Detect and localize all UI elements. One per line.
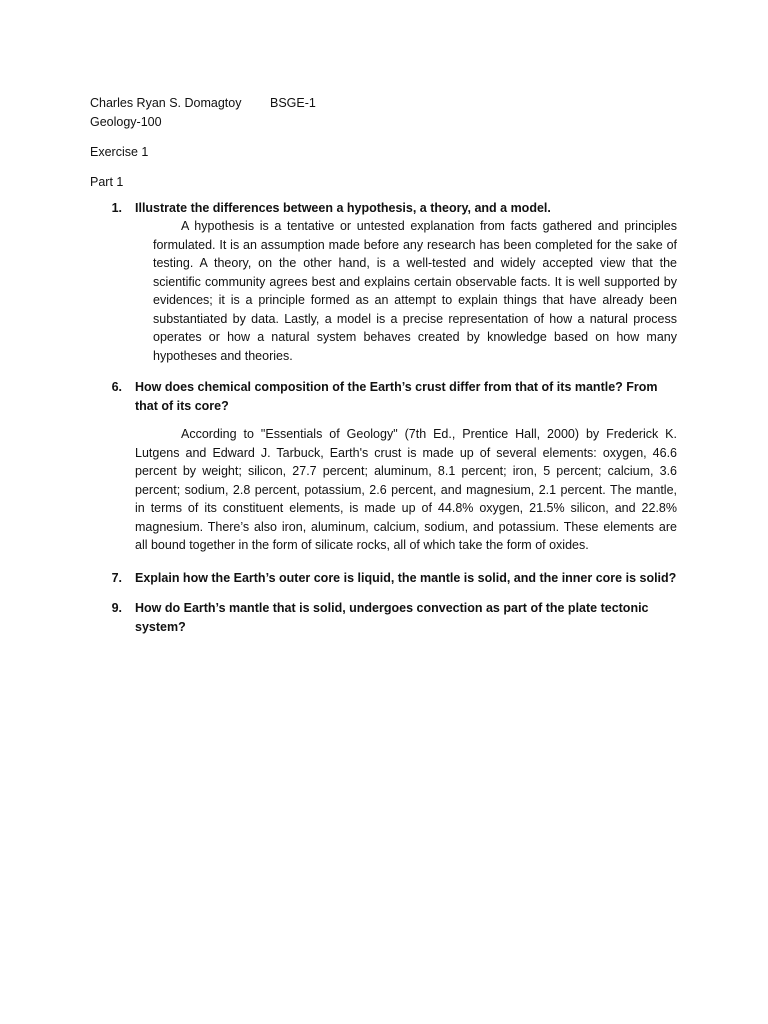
course-title: Geology-100 [90, 115, 162, 129]
question-6-answer: According to "Essentials of Geology" (7th Ed., Prentice Hall, 2000) by Frederick K. Lutgens and Edward J. Tarbuck, Earth's crust is made up of several elements: oxygen, 46.6 percent by weight; silicon, 27.7 percent; aluminum, 8.1 percent; iron, 5 percent; calcium, 3.6 percent; sodium, 2.8 percent, potassium, 2.6 percent, and magnesium, 2.1 percent. The mantle, in terms of its constituent elements, is made up of 44.8% oxygen, 21.5% silicon, and 22.8% magnesium. There’s also iron, aluminum, calcium, sodium, and potassium. These elements are all bound together in the form of silicate rocks, all of which take the form of oxides. [135, 427, 677, 552]
question-6-number: 6. [111, 380, 122, 394]
question-7-text: Explain how the Earth’s outer core is liquid, the mantle is solid, and the inner core is solid? [135, 571, 677, 585]
question-6-text: How does chemical composition of the Earth’s crust differ from that of its mantle? From that of its core? [135, 380, 658, 413]
part-title: Part 1 [90, 175, 124, 189]
question-1-answer: A hypothesis is a tentative or untested explanation from facts gathered and principles formulated. It is an assumption made before any research has been completed for the sake of testing. A theory, on the other hand, is a well-tested and widely accepted view that the scientific community agrees best and explains certain observable facts. It is well supported by evidences; it is a principle formed as an attempt to explain things that have already been substantiated by data. Lastly, a model is a precise representation of how a natural process operates or how a natural system behaves created by knowledge based on how many hypotheses and theories. [153, 219, 677, 363]
exercise-title: Exercise 1 [90, 145, 149, 159]
question-9-text: How do Earth’s mantle that is solid, undergoes convection as part of the plate tectonic system? [135, 601, 649, 634]
student-name: Charles Ryan S. Domagtoy [90, 96, 242, 110]
question-1-number: 1. [111, 201, 122, 215]
question-9-number: 9. [111, 601, 122, 615]
question-1-text: Illustrate the differences between a hypothesis, a theory, and a model. [135, 201, 551, 215]
question-7-number: 7. [111, 571, 122, 585]
student-section: BSGE-1 [270, 96, 316, 110]
